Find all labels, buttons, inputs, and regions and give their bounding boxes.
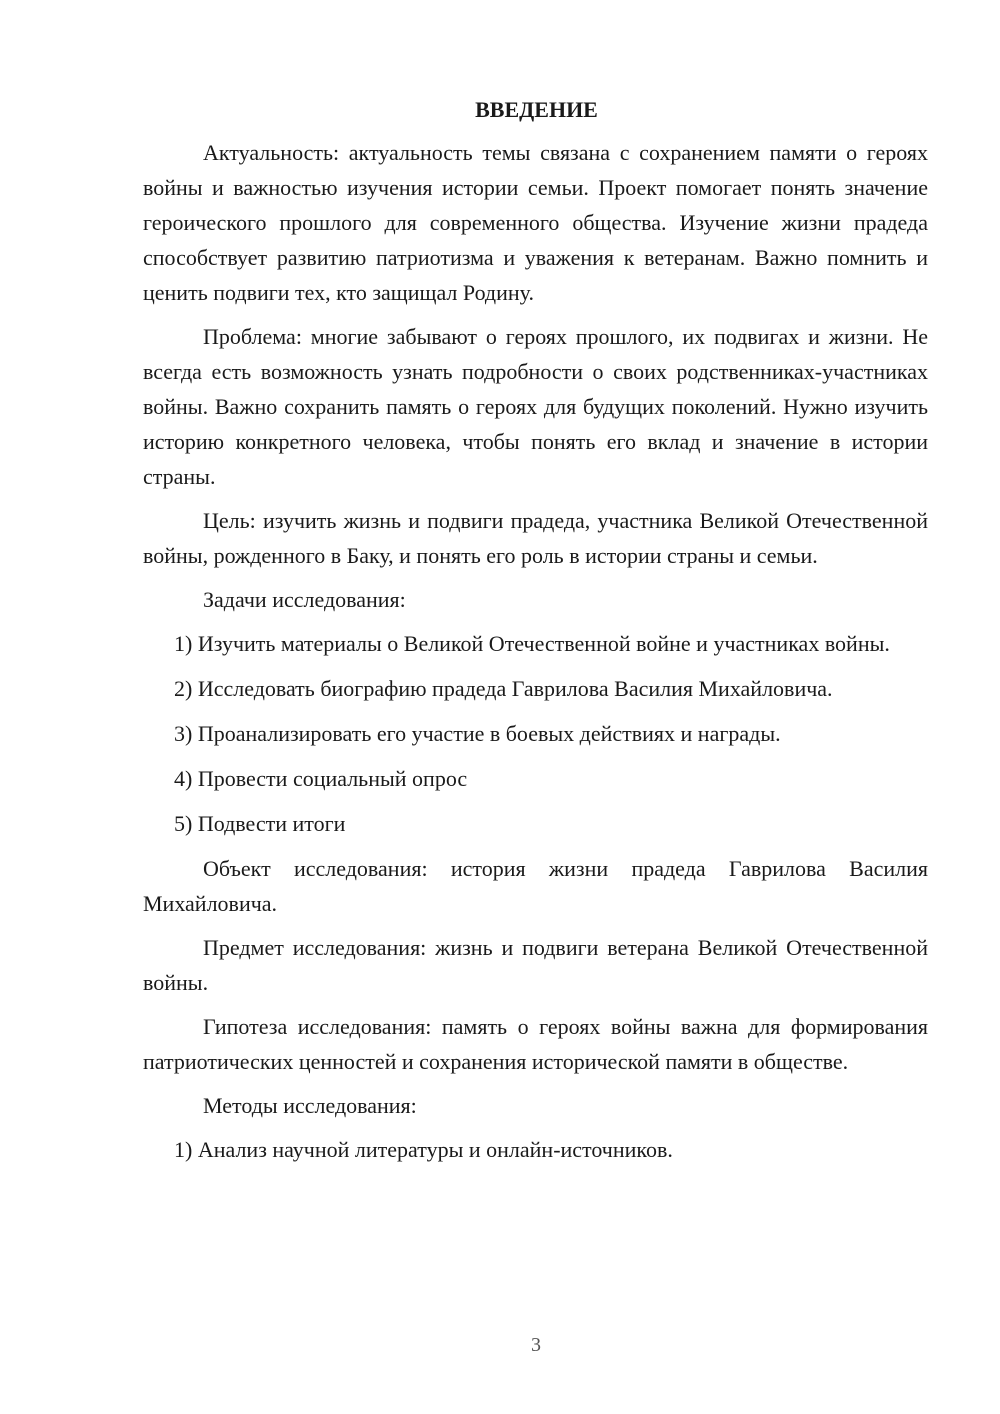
list-item: 1) Изучить материалы о Великой Отечественной войне и участниках войны. [174,631,890,656]
list-item: 1) Анализ научной литературы и онлайн-источников. [174,1137,673,1162]
relevance-paragraph: Актуальность: актуальность темы связана с сохранением памяти о героях войны и важностью изучения истории семьи. Проект помогает понять значение героического прошлого для современного общества. Изучение жизни прадеда способствует развитию патриотизма и уважения к ветеранам. Важно помнить и ценить подвиги тех, кто защищал Родину. [143,140,928,305]
list-item: 2) Исследовать биографию прадеда Гаврилова Василия Михайловича. [174,676,833,701]
hypothesis-paragraph: Гипотеза исследования: память о героях войны важна для формирования патриотических ценностей и сохранения исторической памяти в обществе. [143,1014,928,1074]
tasks-list [143,626,928,841]
list-item: 3) Проанализировать его участие в боевых действиях и награды. [174,721,781,746]
methods-heading: Методы исследования: [203,1093,417,1118]
object-paragraph: Объект исследования: история жизни прадеда Гаврилова Василия Михайловича. [143,856,928,916]
goal-paragraph: Цель: изучить жизнь и подвиги прадеда, участника Великой Отечественной войны, рожденного в Баку, и понять его роль в истории страны и семьи. [143,508,928,568]
document-page [143,92,928,1177]
page-number: 3 [531,1334,541,1356]
tasks-heading: Задачи исследования: [203,587,406,612]
problem-paragraph: Проблема: многие забывают о героях прошлого, их подвигах и жизни. Не всегда есть возможность узнать подробности о своих родственниках-участниках войны. Важно сохранить память о героях для будущих поколений. Нужно изучить историю конкретного человека, чтобы понять его вклад и значение в истории страны. [143,324,928,489]
list-item: 5) Подвести итоги [174,811,346,836]
subject-paragraph: Предмет исследования: жизнь и подвиги ветерана Великой Отечественной войны. [143,935,928,995]
section-title: ВВЕДЕНИЕ [475,97,598,122]
list-item: 4) Провести социальный опрос [174,766,468,791]
methods-list [143,1132,928,1167]
